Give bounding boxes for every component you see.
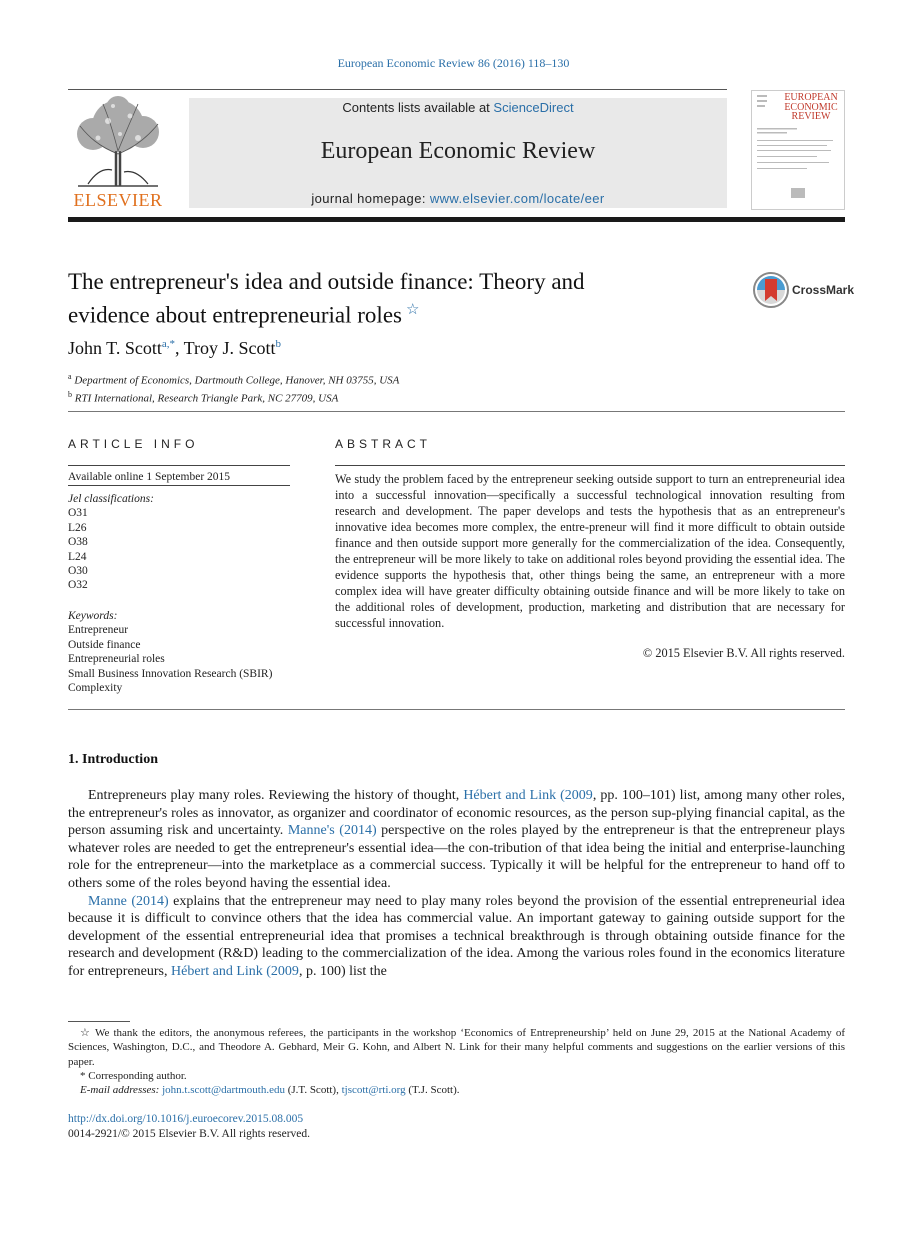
homepage-line: [189, 191, 727, 206]
author-2-affil-mark[interactable]: b: [275, 338, 282, 350]
footnotes: [68, 1026, 845, 1097]
section-heading-introduction: 1. Introduction: [68, 752, 158, 767]
author-1-affil-marks[interactable]: a,*: [161, 338, 175, 350]
jel-code: O38: [68, 536, 88, 549]
bottom-meta: [68, 1112, 310, 1141]
crossmark-icon: [752, 271, 790, 309]
intro-paragraph-1: [68, 787, 845, 893]
affiliation-a-text: Department of Economics, Dartmouth College, Hanover, NH 03755, USA: [74, 374, 400, 387]
sciencedirect-link[interactable]: ScienceDirect: [493, 100, 574, 115]
email-label: E-mail addresses:: [80, 1084, 163, 1097]
citation-hebert-link-2009-b[interactable]: Hébert and Link (2009: [171, 963, 299, 979]
intro-p1-text-b: , pp. 100–101) list, among many other roles, the entrepreneur's roles as innovator, as organizer and coordinator of economic resources, as the person sup-plying financial capital, as the person assuming risk and uncertainty.: [68, 788, 845, 839]
introduction-body: [68, 787, 845, 981]
contents-prefix: Contents lists available at: [342, 100, 494, 115]
email-link-2[interactable]: tjscott@rti.org: [341, 1084, 406, 1097]
author-list: [68, 338, 281, 359]
citation-manne-2014[interactable]: Manne's (2014): [287, 823, 377, 839]
abstract-rule: [335, 465, 845, 466]
homepage-prefix: journal homepage:: [311, 191, 430, 206]
email-link-1[interactable]: john.t.scott@dartmouth.edu: [162, 1084, 285, 1097]
footnote-rule: [68, 1021, 130, 1022]
email-owner-1: (J.T. Scott),: [284, 1084, 342, 1097]
jel-block: [68, 492, 154, 593]
affiliation-b-text: RTI International, Research Triangle Park, NC 27709, USA: [74, 392, 339, 405]
cover-title-line3: REVIEW: [791, 111, 831, 122]
article-info-heading: ARTICLE INFO: [68, 437, 199, 451]
jel-heading: Jel classifications:: [68, 493, 154, 505]
article-title: [68, 268, 718, 330]
doi-link[interactable]: http://dx.doi.org/10.1016/j.euroecorev.2015.08.005: [68, 1113, 304, 1125]
header-thick-rule: [68, 217, 845, 222]
footnote-corresponding: * Corresponding author.: [80, 1069, 187, 1082]
jel-code: L24: [68, 550, 87, 563]
jel-code: O30: [68, 565, 88, 578]
intro-p1-text-c: perspective on the roles played by the entrepreneur is that the entrepreneur plays whatever roles are needed to get the entrepreneur's essential idea—the con-tribution of that idea being the initial and enterprise-launching role for the entrepreneur—into the marketplace as a commercial success. Typically it will be helpful for the entrepreneur to hand off to others some of the roles beyond having the essential idea.: [68, 823, 845, 891]
keyword: Entrepreneur: [68, 624, 129, 637]
affiliation-b: [68, 388, 399, 406]
front-matter-divider: [68, 709, 845, 710]
title-line-2: [68, 296, 718, 330]
homepage-link[interactable]: www.elsevier.com/locate/eer: [429, 191, 605, 206]
jel-code: O31: [68, 507, 88, 520]
elsevier-wordmark: ELSEVIER: [73, 190, 163, 210]
author-separator: ,: [174, 338, 184, 358]
intro-p1-text-a: Entrepreneurs play many roles. Reviewing the history of thought,: [88, 788, 464, 803]
affiliation-divider: [68, 411, 845, 412]
footnote-star: ☆: [80, 1027, 92, 1039]
contents-line: [189, 100, 727, 115]
title-footnote-star[interactable]: ☆: [405, 302, 420, 318]
abstract-copyright: © 2015 Elsevier B.V. All rights reserved.: [642, 646, 845, 660]
intro-p2-text-b: , p. 100) list the: [298, 963, 387, 979]
footnote-thanks: [68, 1026, 845, 1069]
cover-title-line2: ECONOMIC: [784, 101, 838, 113]
issn-copyright: 0014-2921/© 2015 Elsevier B.V. All rights reserved.: [68, 1127, 311, 1140]
crossmark-button[interactable]: [752, 271, 855, 311]
intro-paragraph-2: [68, 893, 845, 981]
title-line-1: The entrepreneur's idea and outside finance: Theory and: [68, 269, 585, 294]
article-info-rule: [68, 465, 290, 466]
affiliation-b-mark: b: [68, 389, 72, 399]
journal-citation[interactable]: European Economic Review 86 (2016) 118–130: [337, 56, 570, 70]
author-2[interactable]: Troy J. Scott: [183, 338, 276, 358]
abstract-text: We study the problem faced by the entrepreneur seeking outside support to turn an entrepreneurial idea into a successful innovation—specifically a successful technological innovation resulting from research and development. The paper develops and tests the hypothesis that as an entrepreneur's innovative idea becomes more complex, the entre-preneur will find it more difficult to obtain outside finance and then outside support more generally for the commercialization of the idea. Consequently, the entrepreneur will be more likely to take on additional roles beyond providing the essential idea. The evidence supports the hypothesis that, other things being the same, an entrepreneur with a more complex idea will have greater difficulty obtaining outside finance and will be more likely to take on the additional roles of development, production, marketing and distribution that are necessary for successful innovation.: [335, 472, 845, 630]
journal-cover-thumbnail[interactable]: [751, 90, 845, 210]
title-line-2-text: evidence about entrepreneurial roles: [68, 302, 402, 328]
jel-code: O32: [68, 579, 88, 592]
header-rule: [68, 89, 727, 90]
affiliation-a: [68, 370, 399, 388]
affiliations: [68, 370, 399, 405]
affiliation-a-mark: a: [68, 372, 72, 381]
crossmark-label: CrossMark: [792, 283, 855, 297]
elsevier-logo[interactable]: [68, 96, 168, 210]
author-1[interactable]: John T. Scott: [68, 338, 162, 358]
intro-p2-text-a: explains that the entrepreneur may need to play many roles beyond the provision of the essential entrepreneurial idea because it is difficult to convince others that the idea has commercial value. An important gateway to gaining outside support for the development of the essential entrepreneurial idea that promises a technical breakthrough is through obtaining outside finance for the research and development (R&D) leading to the commercialization of the idea. Among the various roles found in the economics literature for entrepreneurs,: [68, 893, 845, 979]
abstract-heading: ABSTRACT: [335, 437, 432, 451]
keyword: Entrepreneurial roles: [68, 653, 165, 666]
keywords-heading: Keywords:: [68, 610, 118, 622]
keyword: Small Business Innovation Research (SBIR): [68, 667, 273, 680]
citation-hebert-link-2009[interactable]: Hébert and Link (2009: [463, 788, 593, 803]
keywords-block: [68, 609, 272, 695]
cover-title-line1: EUROPEAN: [784, 92, 838, 103]
keyword: Outside finance: [68, 638, 141, 651]
cover-title: [779, 93, 843, 122]
keyword: Complexity: [68, 682, 123, 695]
available-online: Available online 1 September 2015: [68, 471, 231, 483]
jel-code: L26: [68, 521, 87, 534]
article-info-rule-2: [68, 485, 290, 486]
journal-name: European Economic Review: [320, 138, 596, 164]
footnote-thanks-text: We thank the editors, the anonymous referees, the participants in the workshop ‘Economics of Entrepreneurship’ held on June 29, 2015 at the National Academy of Sciences, Washington, D.C., and Theodore A. Gebhard, Meir G. Kohn, and Albert N. Link for their many helpful comments and suggestions on the earlier versions of this paper.: [68, 1027, 845, 1068]
footnote-emails: [68, 1083, 845, 1097]
citation-manne-2014-b[interactable]: Manne (2014): [88, 893, 169, 909]
email-owner-2: (T.J. Scott).: [405, 1084, 460, 1097]
